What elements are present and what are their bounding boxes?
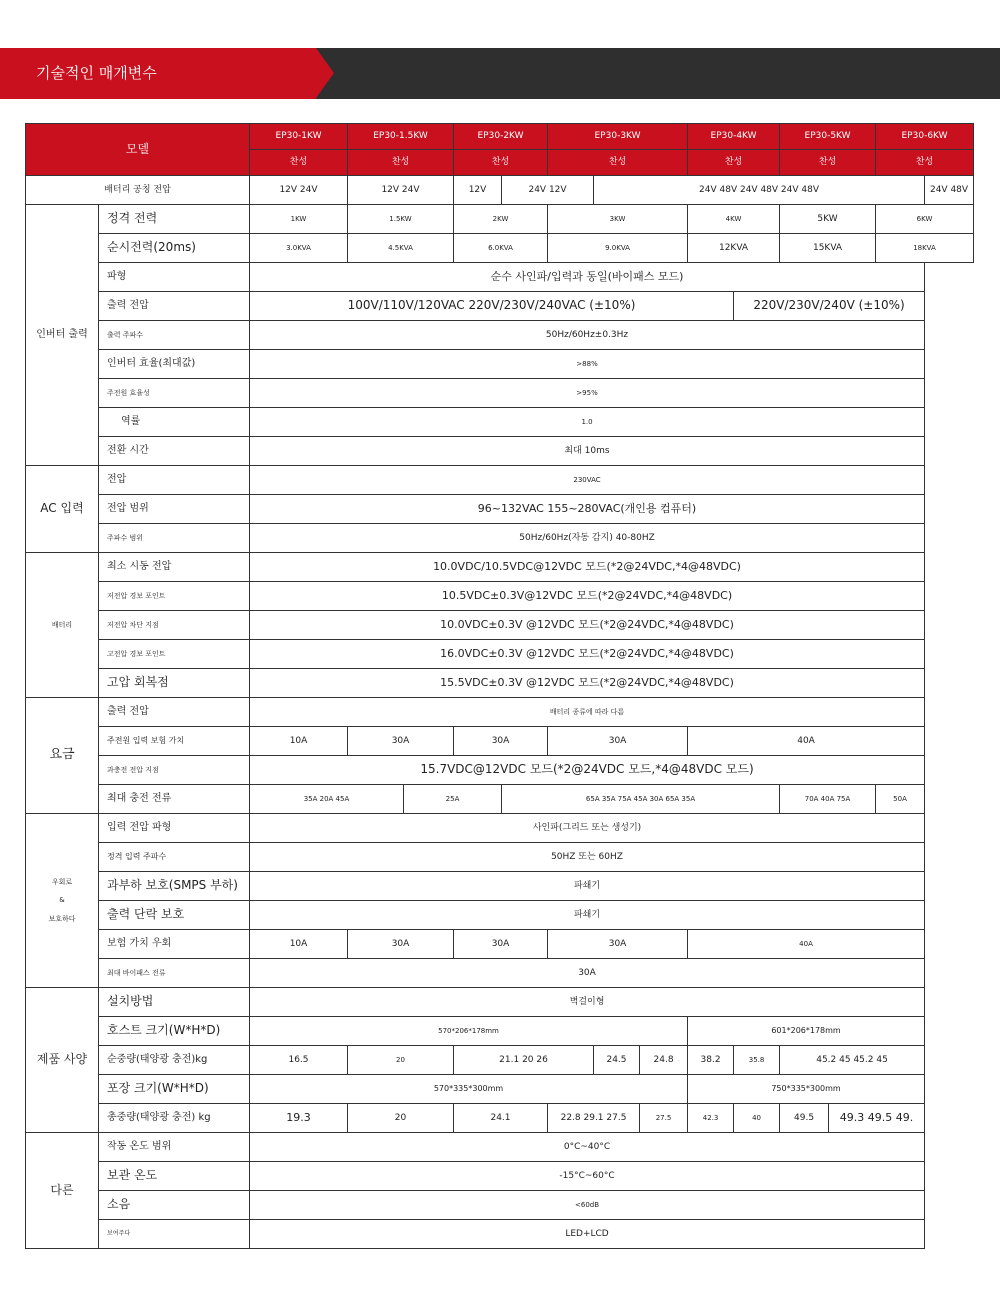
table-row-overload xyxy=(26,872,974,901)
table-row-ac-freq xyxy=(26,524,974,553)
cell: 22.8 29.1 27.5 xyxy=(548,1104,640,1133)
cell: 16.5 xyxy=(250,1046,348,1075)
cell: 65A 35A 75A 45A 30A 65A 35A xyxy=(502,785,780,814)
row-label: 배터리 공칭 전압 xyxy=(26,176,250,205)
cell: 24.8 xyxy=(640,1046,688,1075)
cell: 50A xyxy=(876,785,925,814)
table-row-low-alarm xyxy=(26,582,974,611)
row-label: 최소 시동 전압 xyxy=(99,553,250,582)
table-row-pf xyxy=(26,408,974,437)
category-charge: 요금 xyxy=(26,698,99,814)
cell: 50Hz/60Hz(자동 감지) 40-80HZ xyxy=(250,524,925,553)
cell: 750*335*300mm xyxy=(688,1075,925,1104)
cell: 30A xyxy=(348,727,454,756)
row-label: 전압 xyxy=(99,466,250,495)
model-pass: 찬성 xyxy=(688,150,780,176)
cell: 3.0KVA xyxy=(250,234,348,263)
model-6kw: EP30-6KW xyxy=(876,124,974,150)
cell: 24V 12V xyxy=(502,176,594,205)
cell: 42.3 xyxy=(688,1104,734,1133)
table-row-short xyxy=(26,901,974,930)
cell: 2KW xyxy=(454,205,548,234)
model-4kw: EP30-4KW xyxy=(688,124,780,150)
cell: >95% xyxy=(250,379,925,408)
table-row-input-wave xyxy=(26,814,974,843)
row-label: 호스트 크기(W*H*D) xyxy=(99,1017,250,1046)
cell: 24V 48V 24V 48V 24V 48V xyxy=(594,176,925,205)
cell: <60dB xyxy=(250,1191,925,1220)
row-label: 출력 단락 보호 xyxy=(99,901,250,930)
cell: 30A xyxy=(250,959,925,988)
cell: 순수 사인파/입력과 동일(바이패스 모드) xyxy=(250,263,925,292)
cell: 570*335*300mm xyxy=(250,1075,688,1104)
row-label: 주전원 효율성 xyxy=(99,379,250,408)
cell: 파쇄기 xyxy=(250,901,925,930)
cell: 38.2 xyxy=(688,1046,734,1075)
section-title: 기술적인 매개변수 xyxy=(36,64,157,82)
cell: 10A xyxy=(250,727,348,756)
row-label: 고압 회복점 xyxy=(99,669,250,698)
cell: 10A xyxy=(250,930,348,959)
model-1kw: EP30-1KW xyxy=(250,124,348,150)
row-label: 입력 전압 파형 xyxy=(99,814,250,843)
row-label: 작동 온도 범위 xyxy=(99,1133,250,1162)
table-row-input-freq xyxy=(26,843,974,872)
row-label: 최대 충전 전류 xyxy=(99,785,250,814)
cell: 40A xyxy=(688,727,925,756)
row-label: 설치방법 xyxy=(99,988,250,1017)
row-label: 전압 범위 xyxy=(99,495,250,524)
cell: 10.0VDC/10.5VDC@12VDC 모드(*2@24VDC,*4@48VDC) xyxy=(250,553,925,582)
cell: 50Hz/60Hz±0.3Hz xyxy=(250,321,925,350)
table-row-output-freq xyxy=(26,321,974,350)
cell: 20 xyxy=(348,1104,454,1133)
row-label: 주파수 범위 xyxy=(99,524,250,553)
cell: 12V 24V xyxy=(348,176,454,205)
table-row-efficiency xyxy=(26,350,974,379)
cell: 27.5 xyxy=(640,1104,688,1133)
cell: 15.5VDC±0.3V @12VDC 모드(*2@24VDC,*4@48VDC) xyxy=(250,669,925,698)
model-1-5kw: EP30-1.5KW xyxy=(348,124,454,150)
cell: 15KVA xyxy=(780,234,876,263)
row-label: 과충전 전압 지점 xyxy=(99,756,250,785)
cell: 40 xyxy=(734,1104,780,1133)
row-label: 고전압 경보 포인트 xyxy=(99,640,250,669)
cell: 16.0VDC±0.3V @12VDC 모드(*2@24VDC,*4@48VDC) xyxy=(250,640,925,669)
table-row-install xyxy=(26,988,974,1017)
table-row-charge-voltage xyxy=(26,698,974,727)
row-label: 저전압 경보 포인트 xyxy=(99,582,250,611)
table-row-waveform xyxy=(26,263,974,292)
row-label: 주전원 입력 보험 가치 xyxy=(99,727,250,756)
cell: -15°C~60°C xyxy=(250,1162,925,1191)
cell: 4KW xyxy=(688,205,780,234)
table-row-high-recover xyxy=(26,669,974,698)
cell: LED+LCD xyxy=(250,1220,925,1249)
cell: 18KVA xyxy=(876,234,974,263)
table-row-gross-weight xyxy=(26,1104,974,1133)
table-row-host-size xyxy=(26,1017,974,1046)
header-row-models xyxy=(26,124,974,150)
model-pass: 찬성 xyxy=(780,150,876,176)
cell: 24.1 xyxy=(454,1104,548,1133)
cell: 벽걸이형 xyxy=(250,988,925,1017)
cell: 10.0VDC±0.3V @12VDC 모드(*2@24VDC,*4@48VDC) xyxy=(250,611,925,640)
table-row-high-alarm xyxy=(26,640,974,669)
cell: 1.0 xyxy=(250,408,925,437)
cell: 49.3 49.5 49. xyxy=(829,1104,925,1133)
table-row-net-weight xyxy=(26,1046,974,1075)
cell: 4.5KVA xyxy=(348,234,454,263)
cell: 50HZ 또는 60HZ xyxy=(250,843,925,872)
model-5kw: EP30-5KW xyxy=(780,124,876,150)
model-pass: 찬성 xyxy=(548,150,688,176)
cell: 사인파(그리드 또는 생성기) xyxy=(250,814,925,843)
category-bypass-line1: 우회로 xyxy=(51,878,73,887)
row-label: 총중량(태양광 충전) kg xyxy=(99,1104,250,1133)
table-row-op-temp xyxy=(26,1133,974,1162)
row-label: 출력 전압 xyxy=(99,292,250,321)
table-row-store-temp xyxy=(26,1162,974,1191)
category-other: 다른 xyxy=(26,1133,99,1249)
category-bypass-line2: & xyxy=(59,896,65,905)
banner-arrow-shape xyxy=(316,48,334,98)
row-label: 전환 시간 xyxy=(99,437,250,466)
cell: 최대 10ms xyxy=(250,437,925,466)
category-ac-input: AC 입력 xyxy=(26,466,99,553)
cell: 30A xyxy=(348,930,454,959)
cell: 570*206*178mm xyxy=(250,1017,688,1046)
table-row-ac-voltage xyxy=(26,466,974,495)
spec-table xyxy=(25,123,974,1249)
cell: 20 xyxy=(348,1046,454,1075)
cell: 10.5VDC±0.3V@12VDC 모드(*2@24VDC,*4@48VDC) xyxy=(250,582,925,611)
table-row-overcharge xyxy=(26,756,974,785)
cell: 12KVA xyxy=(688,234,780,263)
table-row-transfer xyxy=(26,437,974,466)
table-row-bypass-fuse xyxy=(26,930,974,959)
category-inverter: 인버터 출력 xyxy=(26,205,99,466)
cell: 35A 20A 45A xyxy=(250,785,404,814)
table-row-output-voltage xyxy=(26,292,974,321)
row-label: 포장 크기(W*H*D) xyxy=(99,1075,250,1104)
table-row-low-cut xyxy=(26,611,974,640)
row-label: 과부하 보호(SMPS 부하) xyxy=(99,872,250,901)
cell: 30A xyxy=(548,727,688,756)
cell: 35.8 xyxy=(734,1046,780,1075)
model-3kw: EP30-3KW xyxy=(548,124,688,150)
cell: 100V/110V/120VAC 220V/230V/240VAC (±10%) xyxy=(250,292,734,321)
cell: 배터리 종류에 따라 다름 xyxy=(250,698,925,727)
cell: 파쇄기 xyxy=(250,872,925,901)
cell: 30A xyxy=(548,930,688,959)
cell: 49.5 xyxy=(780,1104,829,1133)
cell: 1.5KW xyxy=(348,205,454,234)
row-label: 출력 전압 xyxy=(99,698,250,727)
cell: 9.0KVA xyxy=(548,234,688,263)
cell: >88% xyxy=(250,350,925,379)
table-row-max-bypass xyxy=(26,959,974,988)
cell: 25A xyxy=(404,785,502,814)
model-label: 모델 xyxy=(26,124,250,176)
cell: 0°C~40°C xyxy=(250,1133,925,1162)
category-bypass xyxy=(26,814,99,988)
model-pass: 찬성 xyxy=(250,150,348,176)
table-row-mains-eff xyxy=(26,379,974,408)
cell: 15.7VDC@12VDC 모드(*2@24VDC 모드,*4@48VDC 모드) xyxy=(250,756,925,785)
cell: 5KW xyxy=(780,205,876,234)
cell: 30A xyxy=(454,727,548,756)
row-label: 최대 바이패스 전류 xyxy=(99,959,250,988)
table-row-ac-range xyxy=(26,495,974,524)
row-label: 저전압 차단 지점 xyxy=(99,611,250,640)
cell: 12V 24V xyxy=(250,176,348,205)
cell: 6KW xyxy=(876,205,974,234)
cell: 230VAC xyxy=(250,466,925,495)
cell: 12V xyxy=(454,176,502,205)
cell: 19.3 xyxy=(250,1104,348,1133)
category-bypass-line3: 보호하다 xyxy=(48,914,76,923)
category-product: 제품 사양 xyxy=(26,988,99,1133)
cell: 6.0KVA xyxy=(454,234,548,263)
row-label: 소음 xyxy=(99,1191,250,1220)
cell: 1KW xyxy=(250,205,348,234)
table-row-display xyxy=(26,1220,974,1249)
model-2kw: EP30-2KW xyxy=(454,124,548,150)
cell: 45.2 45 45.2 45 xyxy=(780,1046,925,1075)
row-label: 순중량(태양광 충전)kg xyxy=(99,1046,250,1075)
table-row-surge xyxy=(26,234,974,263)
table-row-max-charge xyxy=(26,785,974,814)
cell: 24.5 xyxy=(594,1046,640,1075)
table-row-min-start xyxy=(26,553,974,582)
cell: 70A 40A 75A xyxy=(780,785,876,814)
row-label: 출력 주파수 xyxy=(99,321,250,350)
row-label: 정격 입력 주파수 xyxy=(99,843,250,872)
table-row-charge-fuse xyxy=(26,727,974,756)
category-battery: 배터리 xyxy=(26,553,99,698)
row-label: 보관 온도 xyxy=(99,1162,250,1191)
model-pass: 찬성 xyxy=(348,150,454,176)
cell: 601*206*178mm xyxy=(688,1017,925,1046)
model-pass: 찬성 xyxy=(876,150,974,176)
table-row-noise xyxy=(26,1191,974,1220)
table-row-pkg-size xyxy=(26,1075,974,1104)
table-row-rated-power xyxy=(26,205,974,234)
cell: 30A xyxy=(454,930,548,959)
row-label: 보여주다 xyxy=(99,1220,250,1249)
cell: 24V 48V xyxy=(925,176,974,205)
row-label: 파형 xyxy=(99,263,250,292)
cell: 21.1 20 26 xyxy=(454,1046,594,1075)
cell: 220V/230V/240V (±10%) xyxy=(734,292,925,321)
cell: 40A xyxy=(688,930,925,959)
row-label: 순시전력(20ms) xyxy=(99,234,250,263)
row-label: 인버터 효율(최대값) xyxy=(99,350,250,379)
cell: 96~132VAC 155~280VAC(개인용 컴퓨터) xyxy=(250,495,925,524)
cell: 3KW xyxy=(548,205,688,234)
table-row-battery-voltage xyxy=(26,176,974,205)
model-pass: 찬성 xyxy=(454,150,548,176)
row-label: 정격 전력 xyxy=(99,205,250,234)
row-label: 보험 가치 우회 xyxy=(99,930,250,959)
section-banner xyxy=(0,48,1000,99)
row-label: 역률 xyxy=(99,408,250,437)
